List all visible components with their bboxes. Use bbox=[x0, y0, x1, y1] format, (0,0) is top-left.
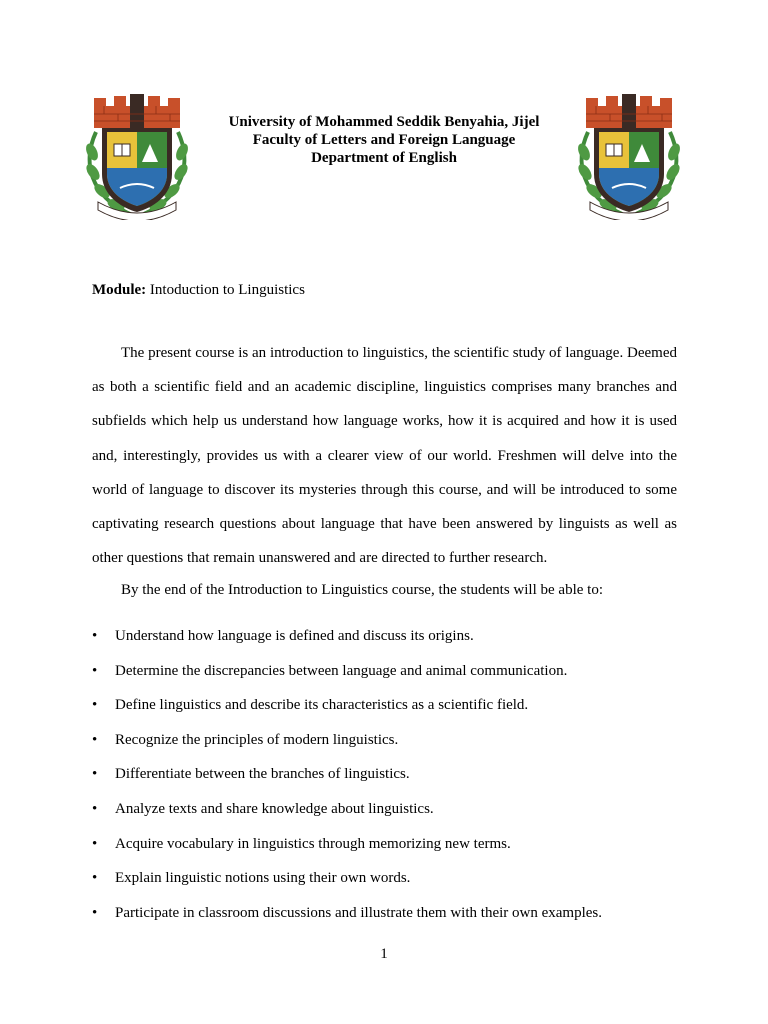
bullet-icon: • bbox=[92, 697, 98, 714]
objective-text: Understand how language is defined and discuss its origins. bbox=[115, 628, 474, 644]
objective-text: Participate in classroom discussions and illustrate them with their own examples. bbox=[115, 904, 602, 921]
objective-text: Determine the discrepancies between language and animal communication. bbox=[115, 662, 568, 679]
bullet-icon: • bbox=[92, 662, 98, 679]
list-item bbox=[92, 764, 677, 799]
objectives-list bbox=[92, 626, 677, 937]
list-item bbox=[92, 868, 677, 903]
bullet-icon: • bbox=[92, 731, 98, 748]
bullet-icon: • bbox=[92, 835, 98, 852]
objective-text: Define linguistics and describe its characteristics as a scientific field. bbox=[115, 697, 529, 714]
objective-text: Acquire vocabulary in linguistics through memorizing new terms. bbox=[115, 835, 511, 852]
module-label: Module: bbox=[92, 282, 147, 298]
objective-text: Differentiate between the branches of linguistics. bbox=[115, 766, 410, 783]
bullet-icon: • bbox=[92, 628, 98, 644]
objective-text: Explain linguistic notions using their own words. bbox=[115, 870, 411, 887]
faculty-name: Faculty of Letters and Foreign Language bbox=[252, 132, 516, 148]
page-number: 1 bbox=[380, 946, 388, 962]
bullet-icon: • bbox=[92, 766, 98, 783]
list-item bbox=[92, 834, 677, 869]
bullet-icon: • bbox=[92, 800, 98, 817]
list-item bbox=[92, 799, 677, 834]
list-item bbox=[92, 695, 677, 730]
objective-text: Analyze texts and share knowledge about linguistics. bbox=[115, 800, 434, 817]
list-item bbox=[92, 661, 677, 696]
list-item bbox=[92, 903, 677, 938]
bullet-icon: • bbox=[92, 904, 98, 921]
university-crest-left bbox=[80, 92, 194, 220]
document-header bbox=[200, 113, 568, 167]
university-name: University of Mohammed Seddik Benyahia, Jijel bbox=[228, 114, 540, 130]
objectives-intro: By the end of the Introduction to Linguistics course, the students will be able to: bbox=[121, 582, 603, 598]
module-line bbox=[92, 282, 305, 299]
university-crest-right bbox=[572, 92, 686, 220]
bullet-icon: • bbox=[92, 870, 98, 887]
intro-paragraph: The present course is an introduction to linguistics, the scientific study of language. Deemed as both a scientific field and an academic discipline, linguistics comprises many branches and subfields which help us understand how language works, how it is acquired and how it is used and, interestingly, provides us with a clearer view of our world. Freshmen will delve into the world of language to discover its mysteries through this course, and will be introduced to some captivating research questions about language that have been answered by linguists as well as other questions that remain unanswered and are directed to further research. bbox=[92, 345, 677, 567]
list-item bbox=[92, 626, 677, 661]
list-item bbox=[92, 730, 677, 765]
department-name: Department of English bbox=[311, 150, 457, 166]
module-title: Intoduction to Linguistics bbox=[149, 282, 305, 298]
objective-text: Recognize the principles of modern linguistics. bbox=[115, 731, 399, 748]
